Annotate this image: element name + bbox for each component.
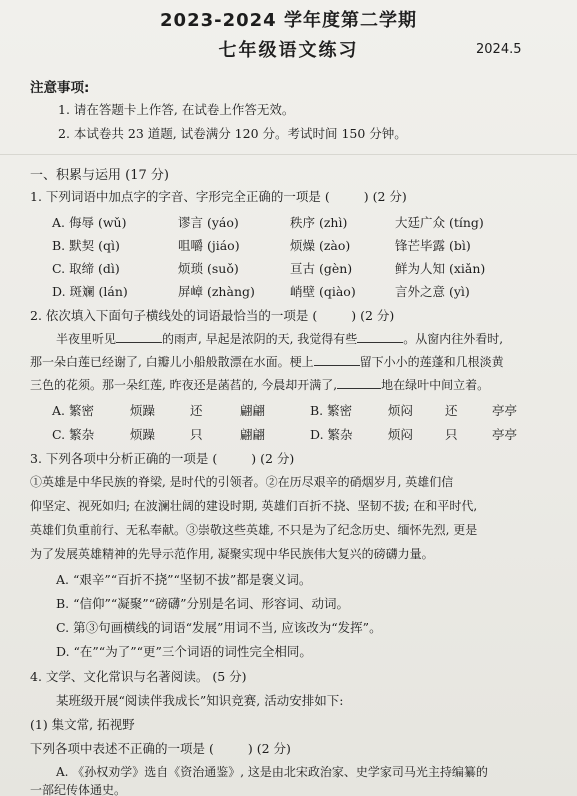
passage-line — [30, 353, 504, 370]
fill-blank — [116, 330, 162, 343]
option-cell: 锋芒毕露 (bì) — [395, 238, 471, 253]
passage-text: 那一朵白莲已经谢了, 白瓣儿小船般散漂在水面。梗上 — [30, 355, 314, 369]
notice-item: 2. 本试卷共 23 道题, 试卷满分 120 分。考试时间 150 分钟。 — [58, 126, 407, 141]
question-1-stem — [30, 187, 407, 205]
question-score: ) (2 分) — [251, 451, 295, 466]
option-cell: 烦燥 (zào) — [290, 238, 351, 253]
divider — [0, 154, 577, 155]
option-cell: B. 默契 (qì) — [52, 238, 120, 253]
option-cell: 烦躁 — [130, 427, 156, 442]
fill-blank — [357, 330, 403, 343]
option-cell: A. 侮辱 (wǔ) — [52, 215, 127, 230]
option-cell: 亭亭 — [492, 403, 518, 418]
option-cell: B. 繁密 — [310, 403, 353, 418]
option-cell: 还 — [445, 403, 458, 418]
option-cell: 亭亭 — [492, 427, 518, 442]
option-cell: 烦闷 — [388, 403, 414, 418]
option-cell: 烦琐 (suǒ) — [178, 261, 239, 276]
option-cell: 翩翩 — [240, 403, 266, 418]
passage-line — [30, 376, 489, 393]
option-cell: 峭壁 (qiào) — [290, 284, 356, 299]
question-stem-text: 3. 下列各项中分析正确的一项是 ( — [30, 451, 218, 466]
option-cell: 还 — [190, 403, 203, 418]
question-stem-text: 2. 依次填入下面句子横线处的词语最恰当的一项是 ( — [30, 308, 318, 323]
passage-line: ①英雄是中华民族的脊梁, 是时代的引领者。②在历尽艰辛的硝烟岁月, 英雄们信 — [30, 475, 454, 489]
question-4-stem: 4. 文学、文化常识与名著阅读。 (5 分) — [30, 669, 247, 684]
notice-heading: 注意事项: — [30, 80, 90, 96]
option-line: C. 第③句画横线的词语“发展”用词不当, 应该改为“发挥”。 — [56, 620, 382, 635]
option-cell: 谬言 (yáo) — [178, 215, 239, 230]
option-line: A. “艰辛”“百折不挠”“坚韧不拔”都是褒义词。 — [56, 572, 312, 587]
option-cell: 烦躁 — [130, 403, 156, 418]
exam-date: 2024.5 — [476, 42, 522, 57]
passage-text: 半夜里听见 — [56, 332, 117, 346]
passage-line: 为了发展英雄精神的先导示范作用, 凝聚实现中华民族伟大复兴的磅礴力量。 — [30, 547, 434, 561]
passage-text: 留下小小的莲蓬和几根淡黄 — [359, 355, 504, 369]
sub-question-heading: (1) 集文常, 拓视野 — [30, 717, 135, 732]
option-cell: 鲜为人知 (xiǎn) — [395, 261, 486, 276]
option-cell: 亘古 (gèn) — [290, 261, 353, 276]
passage-line: 英雄们负重前行、无私奉献。③崇敬这些英雄, 不只是为了纪念历史、缅怀先烈, 更是 — [30, 523, 478, 537]
option-line: A. 《孙权劝学》选自《资治通鉴》, 这是由北宋政治家、史学家司马光主持编纂的 — [56, 765, 488, 779]
question-4-intro: 某班级开展“阅读伴我成长”知识竞赛, 活动安排如下: — [56, 693, 344, 708]
fill-blank — [314, 353, 360, 366]
passage-line: 仰坚定、视死如归; 在波澜壮阔的建设时期, 英雄们百折不挠、坚韧不拔; 在和平时代, — [30, 499, 478, 513]
passage-line — [56, 330, 503, 347]
question-stem-text: 1. 下列词语中加点字的字音、字形完全正确的一项是 ( — [30, 189, 330, 204]
section-heading: 一、积累与运用 (17 分) — [30, 168, 169, 183]
sub-question-stem — [30, 739, 291, 757]
passage-text: 三色的花须。那一朵红莲, 昨夜还是菡萏的, 今晨却开满了, — [30, 378, 338, 392]
passage-text: 地在绿叶中间立着。 — [381, 378, 490, 392]
passage-text: 的雨声, 早起是浓阴的天, 我觉得有些 — [162, 332, 358, 346]
notice-item: 1. 请在答题卡上作答, 在试卷上作答无效。 — [58, 102, 295, 117]
question-score: ) (2 分) — [351, 308, 395, 323]
option-cell: 翩翩 — [240, 427, 266, 442]
option-cell: 烦闷 — [388, 427, 414, 442]
fill-blank — [337, 376, 381, 389]
option-cell: 屏嶂 (zhàng) — [178, 284, 255, 299]
exam-subtitle: 七年级语文练习 — [218, 40, 359, 61]
question-stem-text: 下列各项中表述不正确的一项是 ( — [30, 741, 214, 756]
option-cell: C. 取缔 (dì) — [52, 261, 120, 276]
passage-text: 。从窗内往外看时, — [403, 332, 504, 346]
option-cell: 咀嚼 (jiáo) — [178, 238, 240, 253]
question-score: ) (2 分) — [363, 189, 407, 204]
option-cell: 只 — [445, 427, 458, 442]
question-2-stem — [30, 306, 394, 324]
option-cell: 言外之意 (yì) — [395, 284, 470, 299]
option-cell: 只 — [190, 427, 203, 442]
option-cell: 大廷广众 (tíng) — [395, 215, 484, 230]
option-line: D. “在”“为了”“更”三个词语的词性完全相同。 — [56, 644, 312, 659]
option-cell: 秩序 (zhì) — [290, 215, 348, 230]
question-3-stem — [30, 449, 294, 467]
option-cell: C. 繁杂 — [52, 427, 95, 442]
option-line: B. “信仰”“凝聚”“磅礴”分别是名词、形容词、动词。 — [56, 596, 349, 611]
option-cell: A. 繁密 — [52, 403, 94, 418]
option-line-cont: 一部纪传体通史。 — [30, 783, 127, 796]
option-cell: D. 斑斓 (lán) — [52, 284, 128, 299]
exam-title: 2023-2024 学年度第二学期 — [160, 10, 417, 31]
question-score: ) (2 分) — [247, 741, 291, 756]
option-cell: D. 繁杂 — [310, 427, 353, 442]
